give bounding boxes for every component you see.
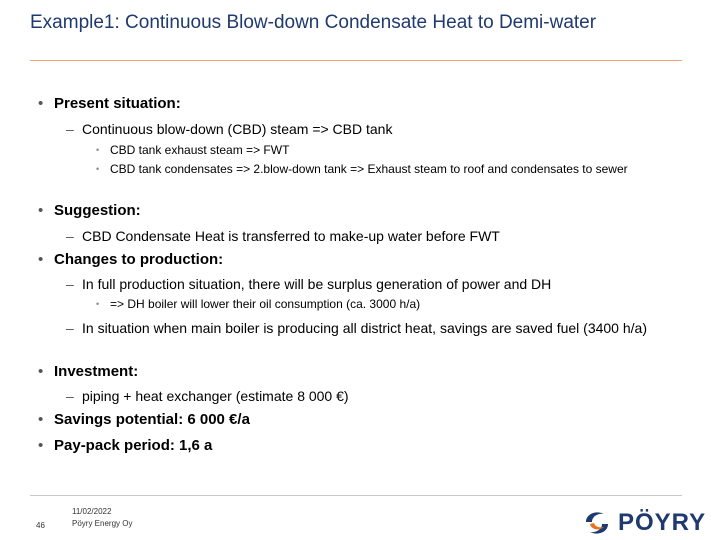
sub-present-1 (66, 121, 392, 138)
bullet-changes (38, 251, 223, 269)
bullet-dot-icon: • (38, 251, 44, 268)
bullet-present (38, 95, 181, 113)
bullet-suggestion (38, 202, 141, 220)
sub-changes-2-text: In situation when main boiler is producing all district heat, savings are saved fuel (3400 h/a) (82, 320, 647, 336)
point-present-1 (96, 143, 289, 158)
sub-changes-1 (66, 276, 551, 293)
footer-company: Pöyry Energy Oy (72, 519, 133, 528)
sub-investment-1-text: piping + heat exchanger (estimate 8 000 €) (82, 388, 349, 404)
page-number: 46 (36, 521, 45, 530)
sub-investment-1 (66, 388, 349, 405)
small-dot-icon: • (96, 145, 100, 155)
dash-icon: – (66, 121, 74, 137)
footer-divider (30, 495, 682, 496)
dash-icon: – (66, 320, 74, 336)
bullet-investment (38, 363, 138, 381)
dash-icon: – (66, 276, 74, 292)
sub-suggestion-1 (66, 228, 500, 245)
point-present-2 (96, 162, 676, 177)
bullet-dot-icon: • (38, 95, 44, 112)
small-dot-icon: • (96, 299, 100, 309)
footer-date: 11/02/2022 (72, 507, 112, 516)
sub-suggestion-1-text: CBD Condensate Heat is transferred to make-up water before FWT (82, 228, 500, 244)
bullet-payback (38, 437, 212, 455)
bullet-dot-icon: • (38, 202, 44, 219)
point-present-1-text: CBD tank exhaust steam => FWT (110, 143, 290, 157)
bullet-dot-icon: • (38, 411, 44, 428)
dash-icon: – (66, 388, 74, 404)
bullet-payback-text: Pay-pack period: 1,6 a (54, 437, 213, 454)
bullet-savings-text: Savings potential: 6 000 €/a (54, 411, 250, 428)
bullet-changes-text: Changes to production: (54, 251, 224, 268)
slide-title: Example1: Continuous Blow-down Condensate Heat to Demi-water (30, 12, 597, 33)
small-dot-icon: • (96, 164, 100, 174)
bullet-dot-icon: • (38, 363, 44, 380)
sub-changes-1-text: In full production situation, there will be surplus generation of power and DH (82, 276, 552, 292)
sub-present-1-text: Continuous blow-down (CBD) steam => CBD tank (82, 121, 393, 137)
sub-changes-2 (66, 320, 656, 337)
point-present-2-text: CBD tank condensates => 2.blow-down tank => Exhaust steam to roof and condensates to sewer (110, 162, 628, 176)
bullet-present-text: Present situation: (54, 95, 181, 112)
bullet-suggestion-text: Suggestion: (54, 202, 141, 219)
dash-icon: – (66, 228, 74, 244)
bullet-dot-icon: • (38, 437, 44, 454)
logo-text: PÖYRY (618, 509, 707, 536)
bullet-savings (38, 411, 250, 429)
bullet-investment-text: Investment: (54, 363, 139, 380)
point-changes-1-text: => DH boiler will lower their oil consumption (ca. 3000 h/a) (110, 297, 421, 311)
point-changes-1 (96, 297, 420, 312)
poyry-swirl-icon (582, 508, 612, 538)
